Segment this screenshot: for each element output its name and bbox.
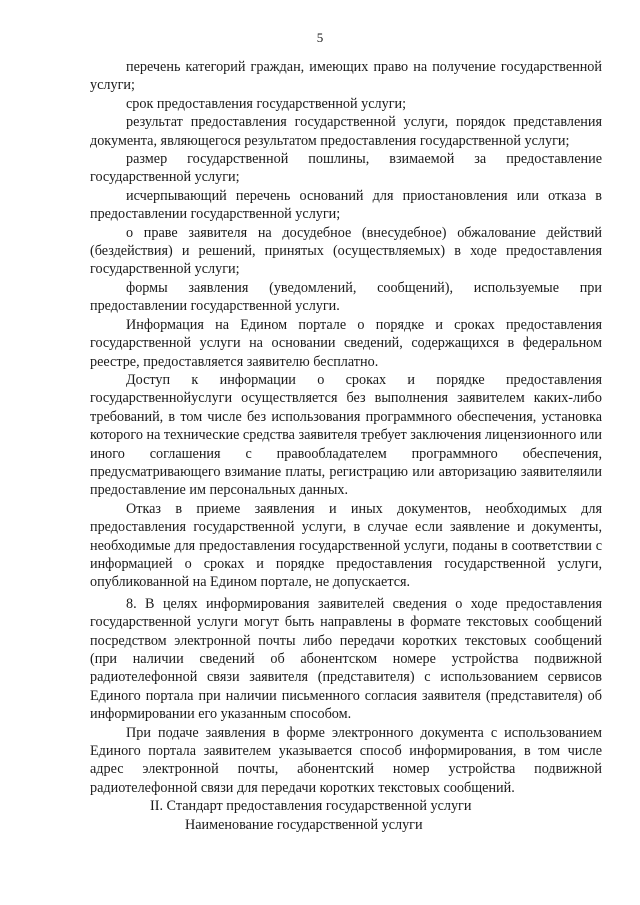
section-subtitle: Наименование государственной услуги <box>185 817 423 833</box>
paragraph-submission: При подаче заявления в форме электронного документа с использованием Единого портала заявителем указывается способ информирования, в том числе адрес электронной почты, абонентский номер устройства подвижной радиотелефонной связи для передачи коротких текстовых сообщений. <box>90 724 602 796</box>
paragraph-duty: размер государственной пошлины, взимаемой за предоставление государственной услуги; <box>90 151 602 186</box>
paragraph-access: Доступ к информации о сроках и порядке предоставления государственнойуслуги осуществляется без выполнения заявителем каких-либо требований, в том числе без использования программного обеспечения, установка которого на технические средства заявителя требует заключения лицензионного или иного соглашения с правообладателем программного обеспечения, предусматривающего взимание платы, регистрацию или авторизацию заявителяили предоставление им персональных данных. <box>90 371 602 499</box>
paragraph-categories: перечень категорий граждан, имеющих право на получение государственной услуги; <box>90 59 602 94</box>
paragraph-portal-info: Информация на Едином портале о порядке и сроках предоставления государственной услуги на основании сведений, содержащихся в федеральном реестре, предоставляется заявителю бесплатно. <box>90 316 602 370</box>
paragraph-appeal-right: о праве заявителя на досудебное (внесудебное) обжалование действий (бездействия) и решений, принятых (осуществляемых) в ходе предоставления государственной услуги; <box>90 224 602 278</box>
paragraph-result: результат предоставления государственной услуги, порядок представления документа, являющегося результатом предоставления государственной услуги; <box>90 114 602 149</box>
paragraph-term: срок предоставления государственной услуги; <box>126 95 407 112</box>
paragraph-forms: формы заявления (уведомлений, сообщений), используемые при предоставлении государственной услуги. <box>90 279 602 315</box>
page-number: 5 <box>316 30 324 45</box>
paragraph-grounds: исчерпывающий перечень оснований для приостановления или отказа в предоставлении государственной услуги; <box>90 187 602 223</box>
paragraph-refusal: Отказ в приеме заявления и иных документов, необходимых для предоставления государственной услуги, в случае если заявление и документы, необходимые для предоставления государственной услуги, поданы в соответствии с информацией о сроках и порядке предоставления государственной услуги, опубликованной на Едином портале, не допускается. <box>90 500 602 591</box>
body-text <box>90 58 602 797</box>
section-title: II. Стандарт предоставления государственной услуги <box>150 798 472 814</box>
section-heading <box>150 797 570 835</box>
paragraph-item-8: 8. В целях информирования заявителей сведения о ходе предоставления государственной услуги могут быть направлены в формате текстовых сообщений посредством электронной почты либо передачи коротких текстовых сообщений (при наличии сведений об абонентском номере устройства подвижной радиотелефонной связи заявителя (представителя) с использованием сервисов Единого портала при наличии письменного согласия заявителя (представителя) об информировании его указанным способом. <box>90 595 602 723</box>
